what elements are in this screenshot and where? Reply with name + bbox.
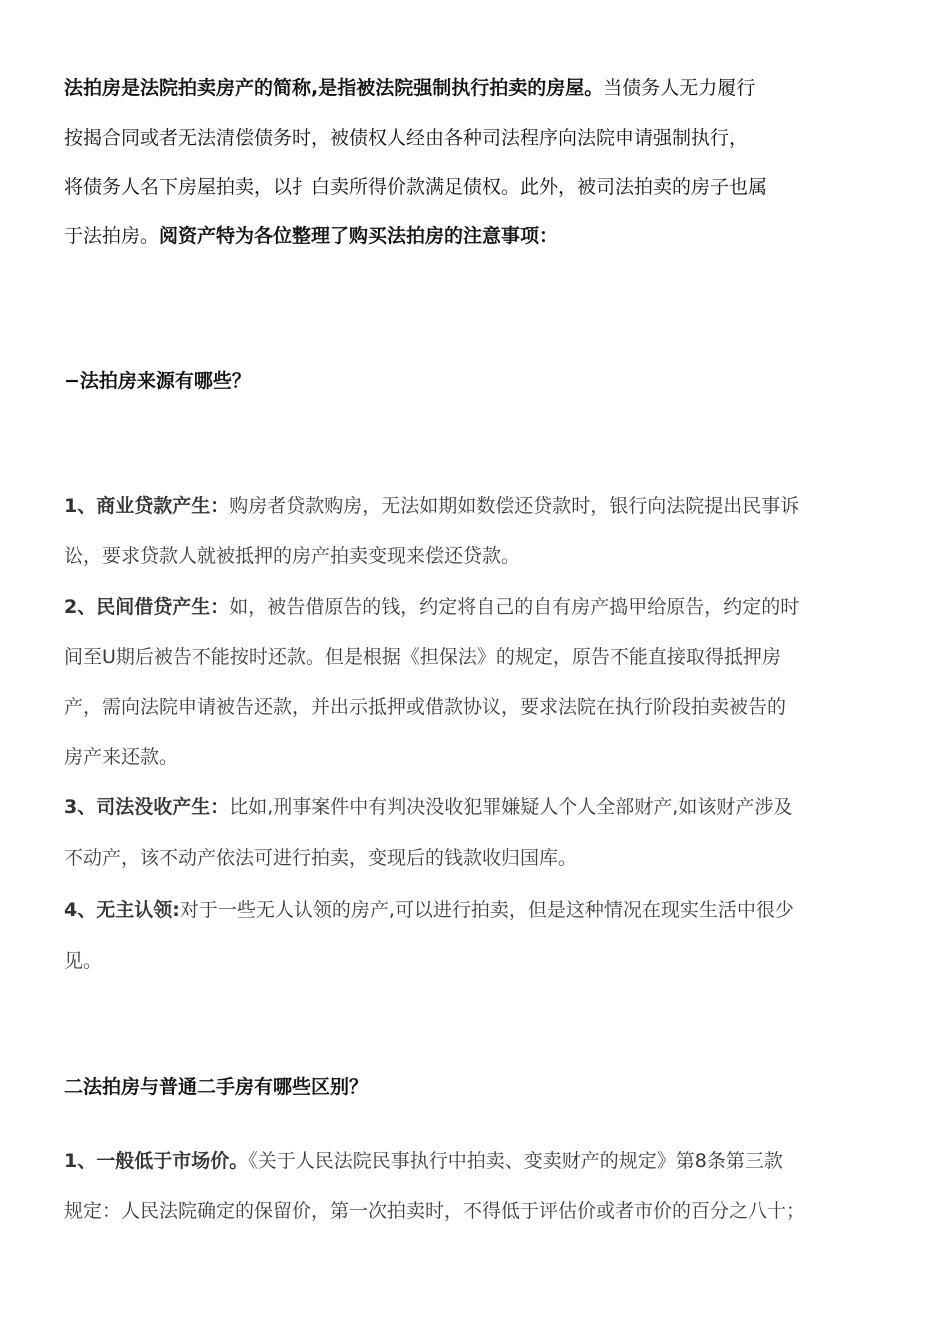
s1-item-1-label: 1、商业贷款产生： [64,495,230,517]
s2-item-1-line-2: 规定：人民法院确定的保留价，第一次拍卖时，不得低于评估价或者市价的百分之八十； [64,1200,806,1222]
s1-item-2-label: 2、民间借贷产生： [64,596,230,618]
s1-item-1-line-1 [64,493,799,519]
s1-item-4-text-1: 对于一些无人认领的房产,可以进行拍卖，但是这种情况在现实生活中很少 [179,899,794,921]
s1-item-1-line-2: 讼，要求贷款人就被抵押的房产拍卖变现来偿还贷款。 [64,545,521,567]
s2-item-1-text-1: 《关于人民法院民事执行中拍卖、变卖财产的规定》第8条第三款 [248,1150,783,1172]
s2-item-1-label: 1、一般低于市场价。 [64,1150,249,1172]
section-1-heading: −法拍房来源有哪些？ [64,370,251,392]
s1-item-3-line-2: 不动产，该不动产依法可进行拍卖，变现后的钱款收归国库。 [64,847,578,869]
s1-item-2-line-3: 产，需向法院申请被告还款，并出示抵押或借款协议，要求法院在执行阶段拍卖被告的 [64,696,787,718]
section-2-heading: 二法拍房与普通二手房有哪些区别？ [64,1076,369,1098]
intro-line-1-rest: 当债务人无力履行 [603,77,756,99]
intro-line-4 [64,223,558,249]
intro-bold-summary: 阅资产特为各位整理了购买法拍房的注意事项： [159,225,559,247]
intro-line-2: 按揭合同或者无法清偿债务时，被债权人经由各种司法程序向法院申请强制执行， [64,127,749,149]
intro-line-1 [64,75,755,101]
s1-item-2-line-2: 间至U期后被告不能按时还款。但是根据《担保法》的规定，原告不能直接取得抵押房 [64,646,781,668]
s1-item-3-line-1 [64,794,792,820]
s1-item-2-text-1: 如，被告借原告的钱，约定将自己的自有房产捣甲给原告，约定的时 [229,596,800,618]
s2-item-1-line-1 [64,1148,783,1174]
s1-item-4-line-2: 见。 [64,950,103,972]
intro-line-4-plain: 于法拍房。 [64,225,160,247]
s1-item-3-label: 3、司法没收产生： [64,796,230,818]
s1-item-4-label: 4、无主认领: [64,899,180,921]
intro-bold-definition: 法拍房是法院拍卖房产的简称,是指被法院强制执行拍卖的房屋。 [64,77,604,99]
s1-item-3-text-1: 比如,刑事案件中有判决没收犯罪嫌疑人个人全部财产,如该财产涉及 [229,796,793,818]
s1-item-2-line-4: 房产来还款。 [64,746,179,768]
intro-line-3: 将债务人名下房屋拍卖，以扌白卖所得价款满足债权。此外，被司法拍卖的房子也属 [64,176,768,198]
s1-item-4-line-1 [64,897,794,923]
s1-item-2-line-1 [64,594,799,620]
s1-item-1-text-1: 购房者贷款购房，无法如期如数偿还贷款时，银行向法院提出民事诉 [229,495,800,517]
